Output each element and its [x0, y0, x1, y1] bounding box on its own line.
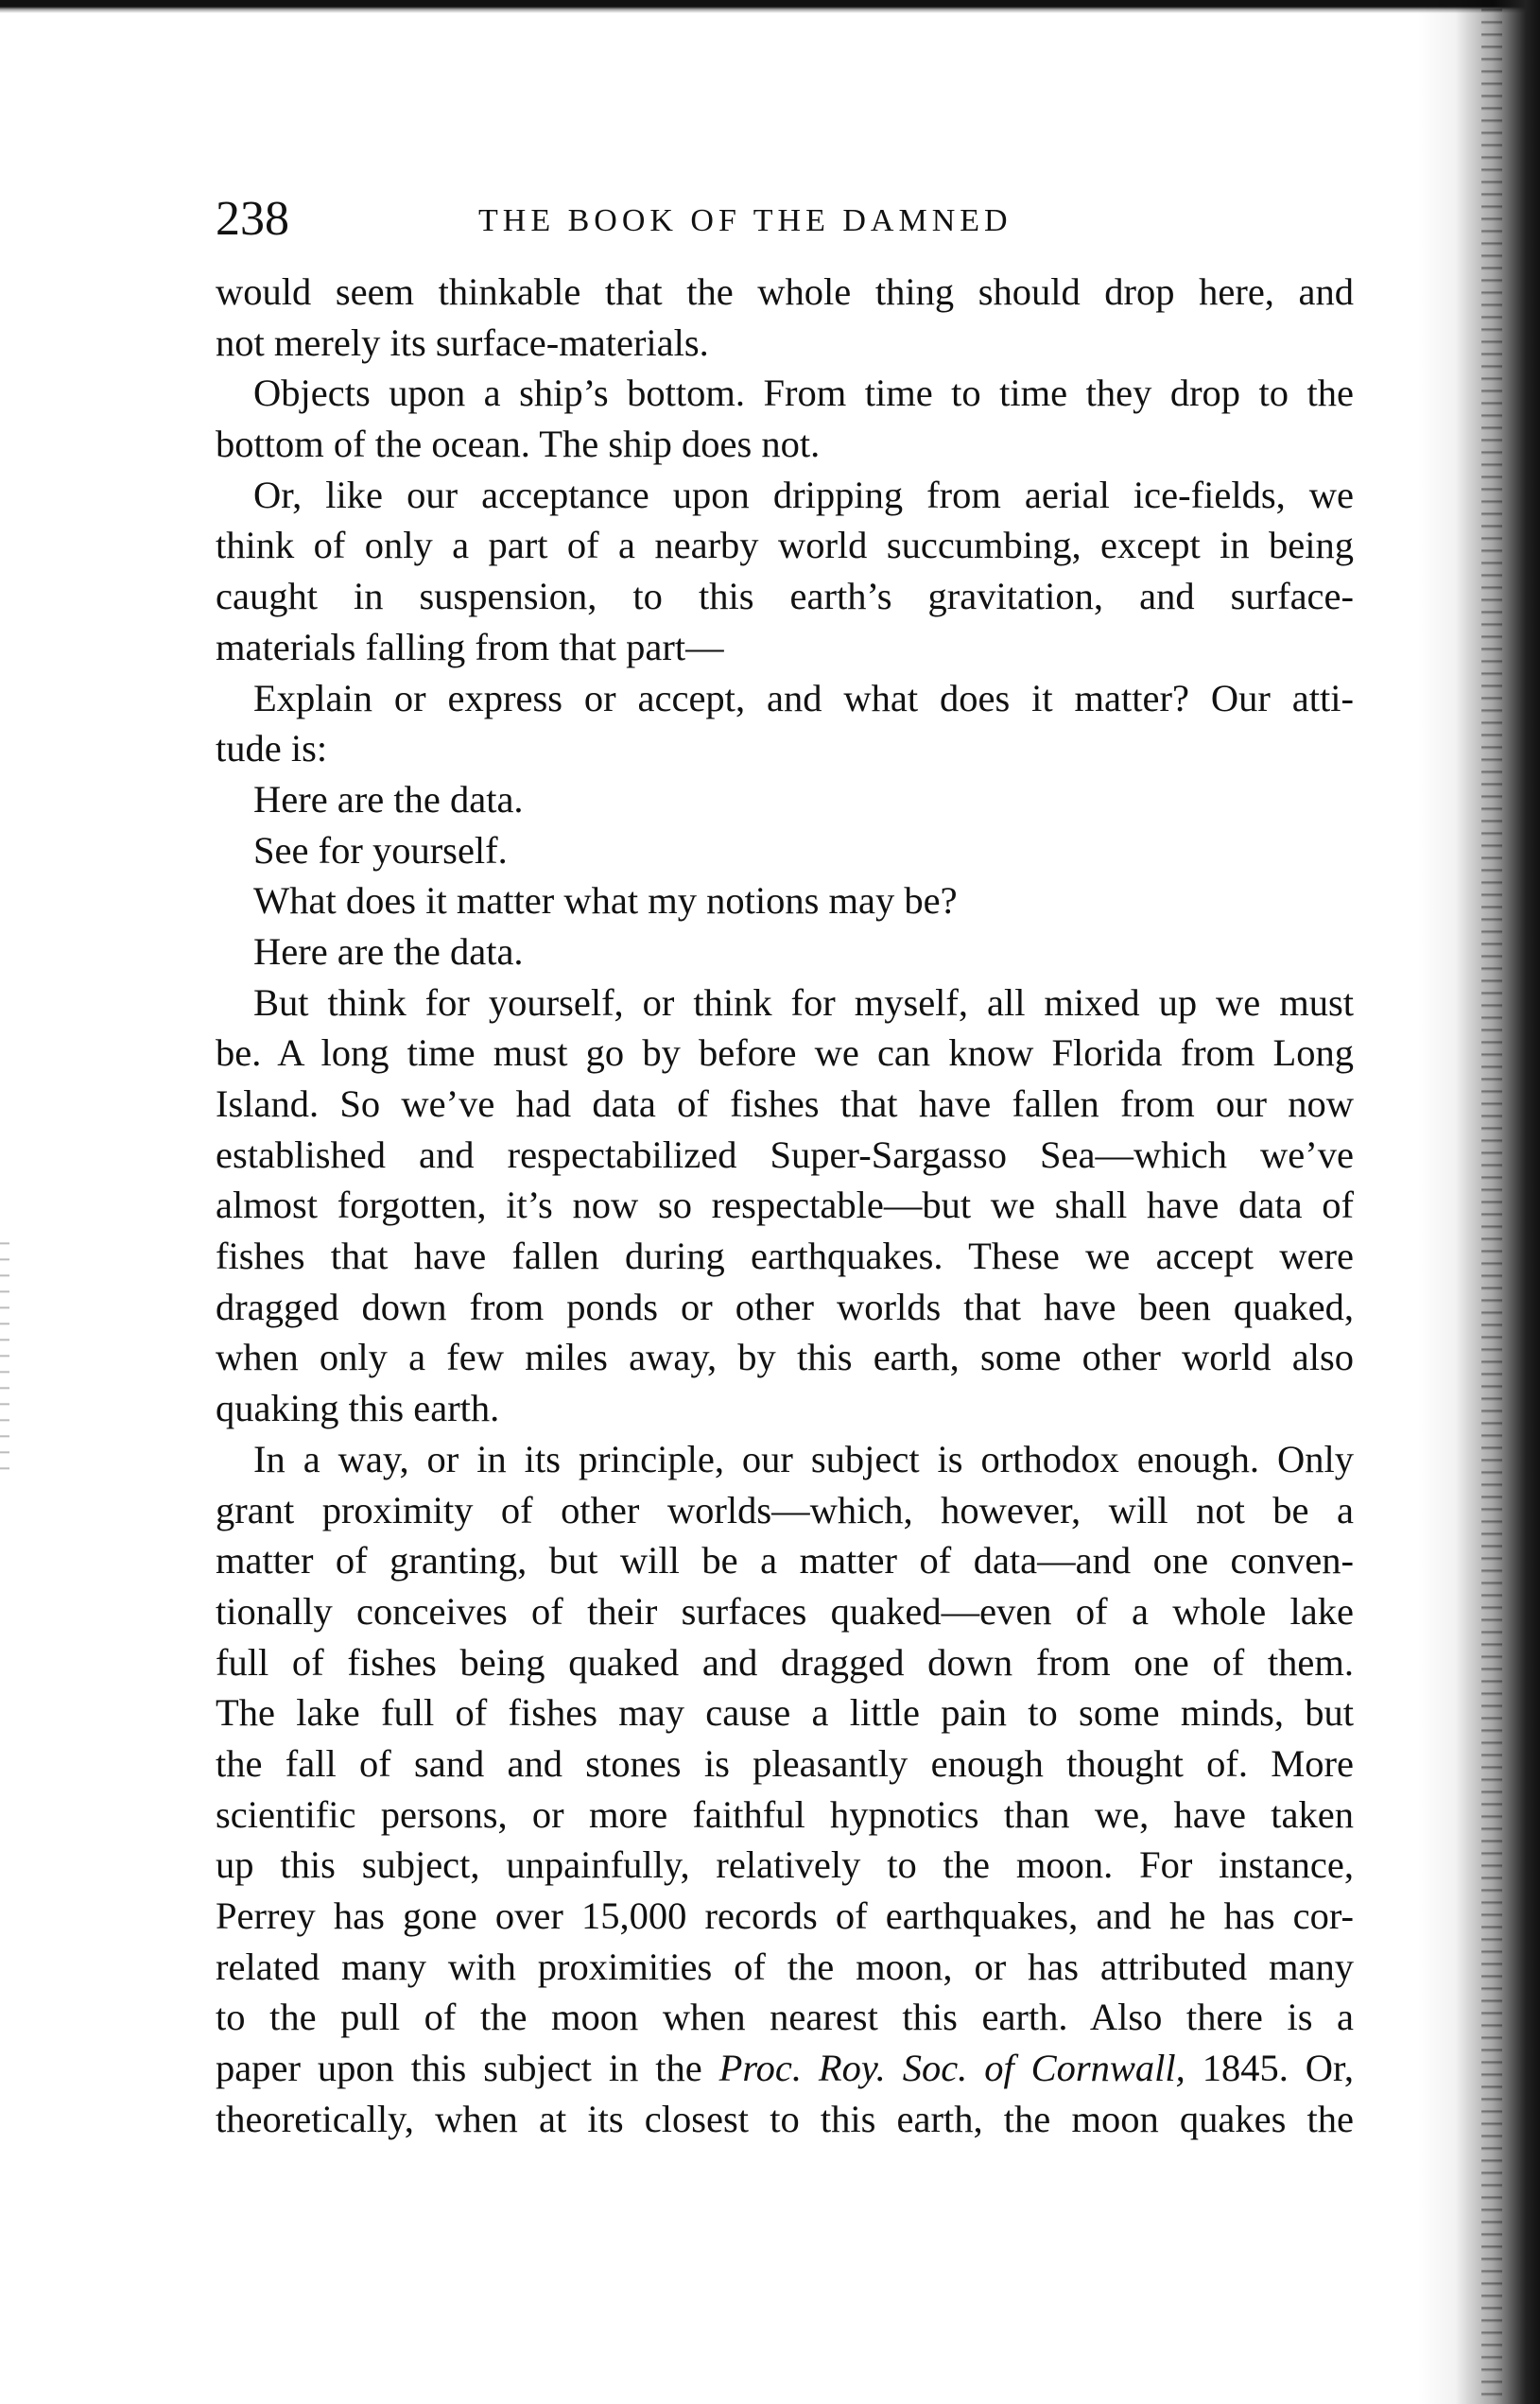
text-line: grant proximity of other worlds—which, however, will not be a — [216, 1488, 1354, 1531]
scan-top-edge — [0, 0, 1540, 13]
text-line: full of fishes being quaked and dragged down from one of them. — [216, 1640, 1354, 1684]
text-line: tude is: — [216, 727, 328, 770]
text-line-final: theoretically, when at its closest to this earth, the moon quakes the — [216, 2097, 1354, 2140]
text-line: almost forgotten, it’s now so respectable—but we shall have data of — [216, 1184, 1354, 1227]
text-line: related many with proximities of the moon, or has attributed many — [216, 1945, 1354, 1988]
citation-before: paper upon this subject in the — [216, 2047, 719, 2090]
text-line: Perrey has gone over 15,000 records of earthquakes, and he has cor- — [216, 1894, 1354, 1937]
text-line: Objects upon a ship’s bottom. From time to time they drop to the — [253, 372, 1354, 415]
text-line: Here are the data. — [253, 777, 524, 821]
running-title: THE BOOK OF THE DAMNED — [478, 203, 1012, 238]
citation-journal: Proc. Roy. Soc. of Cornwall, — [718, 2047, 1185, 2090]
text-line: up this subject, unpainfully, relatively to the moon. For instance, — [216, 1843, 1354, 1887]
text-line-citation — [216, 2043, 1354, 2094]
text-line: Explain or express or accept, and what does it matter? Our atti- — [253, 676, 1354, 719]
text-line: be. A long time must go by before we can know Florida from Long — [216, 1031, 1354, 1075]
text-line: See for yourself. — [253, 828, 508, 872]
text-line: not merely its surface-materials. — [216, 320, 709, 364]
text-line: Island. So we’ve had data of fishes that have fallen from our now — [216, 1082, 1354, 1125]
text-line: when only a few miles away, by this earth, some other world also — [216, 1336, 1354, 1379]
text-line: scientific persons, or more faithful hypnotics than we, have taken — [216, 1792, 1354, 1836]
book-page — [216, 189, 1354, 2144]
text-line: materials falling from that part— — [216, 625, 724, 668]
text-line: Here are the data. — [253, 929, 524, 973]
running-head — [216, 189, 1354, 274]
body-text — [216, 267, 1354, 2043]
text-line: Or, like our acceptance upon dripping from aerial ice-fields, we — [253, 473, 1354, 516]
text-line: the fall of sand and stones is pleasantly enough thought of. More — [216, 1741, 1354, 1785]
text-line: bottom of the ocean. The ship does not. — [216, 423, 821, 466]
text-line: would seem thinkable that the whole thing should drop here, and — [216, 270, 1354, 313]
text-line: The lake full of fishes may cause a little pain to some minds, but — [216, 1691, 1354, 1735]
scan-left-speckle — [0, 1229, 9, 1475]
text-line: In a way, or in its principle, our subject is orthodox enough. Only — [253, 1437, 1354, 1480]
scan-right-speckle — [1481, 0, 1502, 2404]
scan-right-edge — [1417, 0, 1540, 2404]
text-line: But think for yourself, or think for myself, all mixed up we must — [253, 980, 1354, 1024]
text-line: caught in suspension, to this earth’s gravitation, and surface- — [216, 575, 1354, 618]
text-line: to the pull of the moon when nearest this earth. Also there is a — [216, 1996, 1354, 2039]
text-line: think of only a part of a nearby world succumbing, except in being — [216, 524, 1354, 567]
text-line: What does it matter what my notions may be? — [253, 879, 958, 923]
text-line: quaking this earth. — [216, 1387, 500, 1430]
text-line: established and respectabilized Super-Sargasso Sea—which we’ve — [216, 1133, 1354, 1176]
text-line: matter of granting, but will be a matter of data—and one conven- — [216, 1539, 1354, 1582]
citation-after: 1845. Or, — [1185, 2047, 1354, 2090]
text-line: dragged down from ponds or other worlds that have been quaked, — [216, 1285, 1354, 1328]
text-line: tionally conceives of their surfaces quaked—even of a whole lake — [216, 1589, 1354, 1633]
text-line: fishes that have fallen during earthquakes. These we accept were — [216, 1235, 1354, 1278]
page-number: 238 — [216, 192, 289, 246]
